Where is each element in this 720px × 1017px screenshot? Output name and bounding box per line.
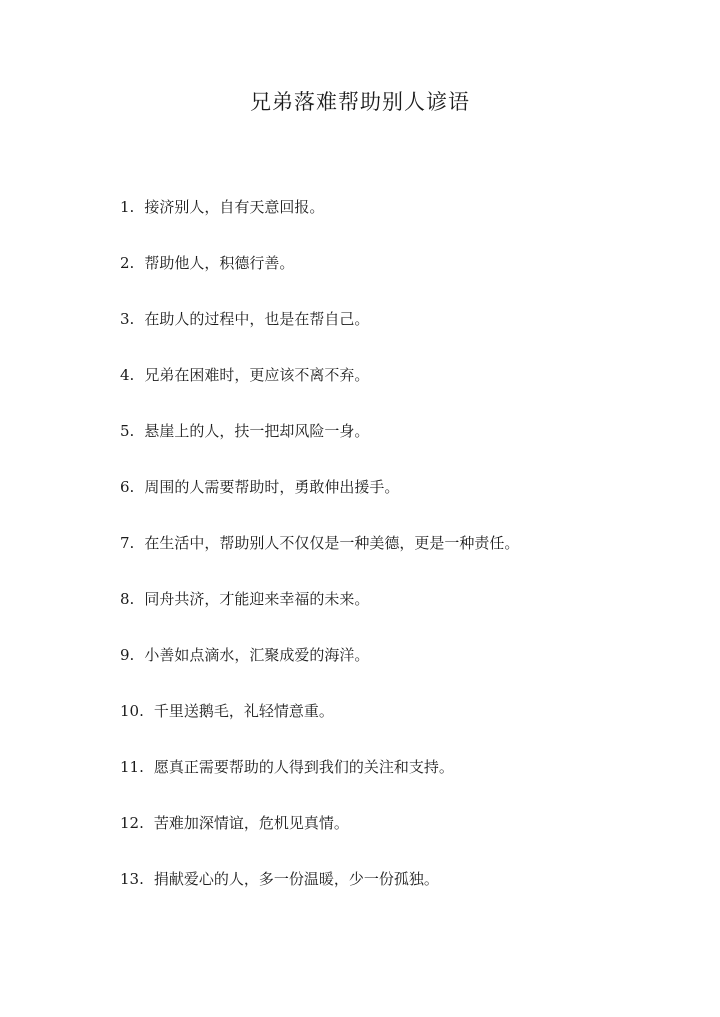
item-text: 在助人的过程中，也是在帮自己。 (144, 310, 370, 328)
list-item (120, 642, 519, 698)
item-number: 6. (120, 478, 135, 496)
proverb-list (120, 194, 519, 922)
item-text: 周围的人需要帮助时，勇敢伸出援手。 (144, 478, 400, 496)
list-item (120, 362, 519, 418)
list-item (120, 754, 519, 810)
item-number: 1. (120, 198, 135, 216)
list-item (120, 474, 519, 530)
list-item (120, 810, 519, 866)
item-number: 4. (120, 366, 135, 384)
item-number: 12. (120, 814, 144, 832)
item-number: 2. (120, 254, 135, 272)
item-text: 在生活中，帮助别人不仅仅是一种美德，更是一种责任。 (144, 534, 520, 552)
document-title: 兄弟落难帮助别人谚语 (250, 90, 470, 114)
item-number: 13. (120, 870, 144, 888)
item-text: 接济别人，自有天意回报。 (144, 198, 325, 216)
item-text: 苦难加深情谊，危机见真情。 (153, 814, 349, 832)
item-text: 愿真正需要帮助的人得到我们的关注和支持。 (153, 758, 454, 776)
list-item (120, 418, 519, 474)
item-number: 8. (120, 590, 135, 608)
list-item (120, 586, 519, 642)
item-text: 千里送鹅毛，礼轻情意重。 (153, 702, 334, 720)
item-number: 11. (120, 758, 144, 776)
item-text: 捐献爱心的人，多一份温暖，少一份孤独。 (153, 870, 439, 888)
list-item (120, 530, 519, 586)
item-text: 悬崖上的人，扶一把却风险一身。 (144, 422, 370, 440)
item-number: 3. (120, 310, 135, 328)
item-number: 5. (120, 422, 135, 440)
list-item (120, 250, 519, 306)
list-item (120, 698, 519, 754)
item-text: 同舟共济，才能迎来幸福的未来。 (144, 590, 370, 608)
item-number: 7. (120, 534, 135, 552)
list-item (120, 306, 519, 362)
list-item (120, 866, 519, 922)
item-text: 帮助他人，积德行善。 (144, 254, 295, 272)
item-text: 兄弟在困难时，更应该不离不弃。 (144, 366, 370, 384)
item-text: 小善如点滴水，汇聚成爱的海洋。 (144, 646, 370, 664)
item-number: 10. (120, 702, 144, 720)
list-item (120, 194, 519, 250)
item-number: 9. (120, 646, 135, 664)
